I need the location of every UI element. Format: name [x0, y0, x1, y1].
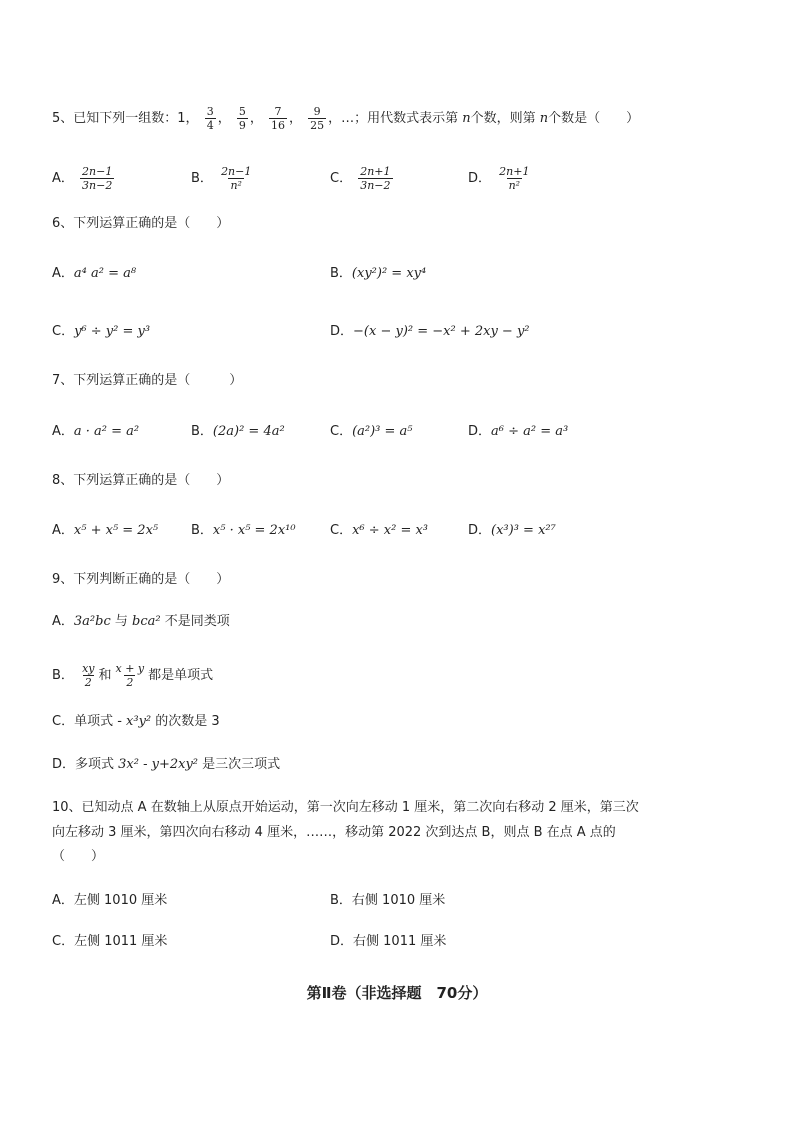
- q10-option-b[interactable]: B．右侧 1010 厘米: [330, 893, 446, 908]
- q5-fraction-1: $\frac{3}{4}$: [206, 105, 214, 132]
- q10-option-a[interactable]: A．左侧 1010 厘米: [52, 893, 168, 908]
- q6-option-b[interactable]: B．(xy²)² = xy⁴: [330, 266, 427, 281]
- q9-option-d[interactable]: D．多项式 3x² - y+2xy² 是三次三项式: [52, 757, 281, 772]
- q6-option-c[interactable]: C．y⁶ ÷ y² = y³: [52, 324, 151, 339]
- q8-option-d[interactable]: D．(x³)³ = x²⁷: [468, 523, 556, 538]
- q10-option-d[interactable]: D．右侧 1011 厘米: [330, 934, 447, 949]
- q5-option-d[interactable]: D． $\frac{2n+1}{\text{n²}}$: [468, 165, 530, 192]
- q7-stem: 7、下列运算正确的是（ ）: [52, 373, 243, 388]
- q5-option-b[interactable]: B． $\frac{2n-1}{\text{n²}}$: [191, 165, 252, 192]
- q10-stem-line-3: （ ）: [52, 849, 105, 864]
- q8-option-b[interactable]: B．x⁵ · x⁵ = 2x¹⁰: [191, 523, 296, 538]
- q7-option-d[interactable]: D．a⁶ ÷ a² = a³: [468, 424, 569, 439]
- q9-option-c[interactable]: C．单项式 - x³y² 的次数是 3: [52, 714, 220, 729]
- q10-stem-line-2: 向左移动 3 厘米，第四次向右移动 4 厘米，……，移动第 2022 次到达点 B，则点 B 在点 A 点的: [52, 825, 616, 840]
- q7-option-b[interactable]: B．(2a)² = 4a²: [191, 424, 285, 439]
- q10-stem-line-1: 10、已知动点 A 在数轴上从原点开始运动，第一次向左移动 1 厘米，第二次向右移动 2 厘米，第三次: [52, 800, 639, 815]
- q8-option-a[interactable]: A．x⁵ + x⁵ = 2x⁵: [52, 523, 159, 538]
- q5-fraction-2: $\frac{5}{9}$: [238, 105, 246, 132]
- q9-option-b[interactable]: B． $\frac{xy}{2}$ 和 $\frac{x + y}{2}$ 都是单项式: [52, 662, 214, 689]
- q9-stem: 9、下列判断正确的是（ ）: [52, 572, 230, 587]
- q6-option-a[interactable]: A．a⁴ a² = a⁸: [52, 266, 137, 281]
- q7-option-c[interactable]: C．(a²)³ = a⁵: [330, 424, 413, 439]
- q8-stem: 8、下列运算正确的是（ ）: [52, 473, 230, 488]
- section-title: 第Ⅱ卷（非选择题 70分）: [306, 984, 488, 1002]
- q5-option-c[interactable]: C． $\frac{2n+1}{3n-2}$: [330, 165, 391, 192]
- q5-fraction-3: $\frac{7}{16}$: [270, 105, 285, 132]
- q5-stem: 5、已知下列一组数：1， $\frac{3}{4}$ ， $\frac{5}{9}$ ， $\frac{7}{16}$ ， $\frac{9}{25}$ ，…；用代数式表示第 n个数，则第 n个数是（ ）: [52, 105, 640, 132]
- q6-option-d[interactable]: D．−(x − y)² = −x² + 2xy − y²: [330, 324, 530, 339]
- q10-option-c[interactable]: C．左侧 1011 厘米: [52, 934, 168, 949]
- q6-stem: 6、下列运算正确的是（ ）: [52, 216, 230, 231]
- q5-option-a[interactable]: A． $\frac{2n-1}{3n-2}$: [52, 165, 113, 192]
- q7-option-a[interactable]: A．a · a² = a²: [52, 424, 140, 439]
- q9-fraction-sum: $\frac{x + y}{2}$: [115, 662, 145, 689]
- q9-option-a[interactable]: A．3a²bc 与 bca² 不是同类项: [52, 614, 230, 629]
- q5-fraction-4: $\frac{9}{25}$: [310, 105, 325, 132]
- q8-option-c[interactable]: C．x⁶ ÷ x² = x³: [330, 523, 429, 538]
- q9-fraction-xy: $\frac{xy}{2}$: [82, 662, 95, 689]
